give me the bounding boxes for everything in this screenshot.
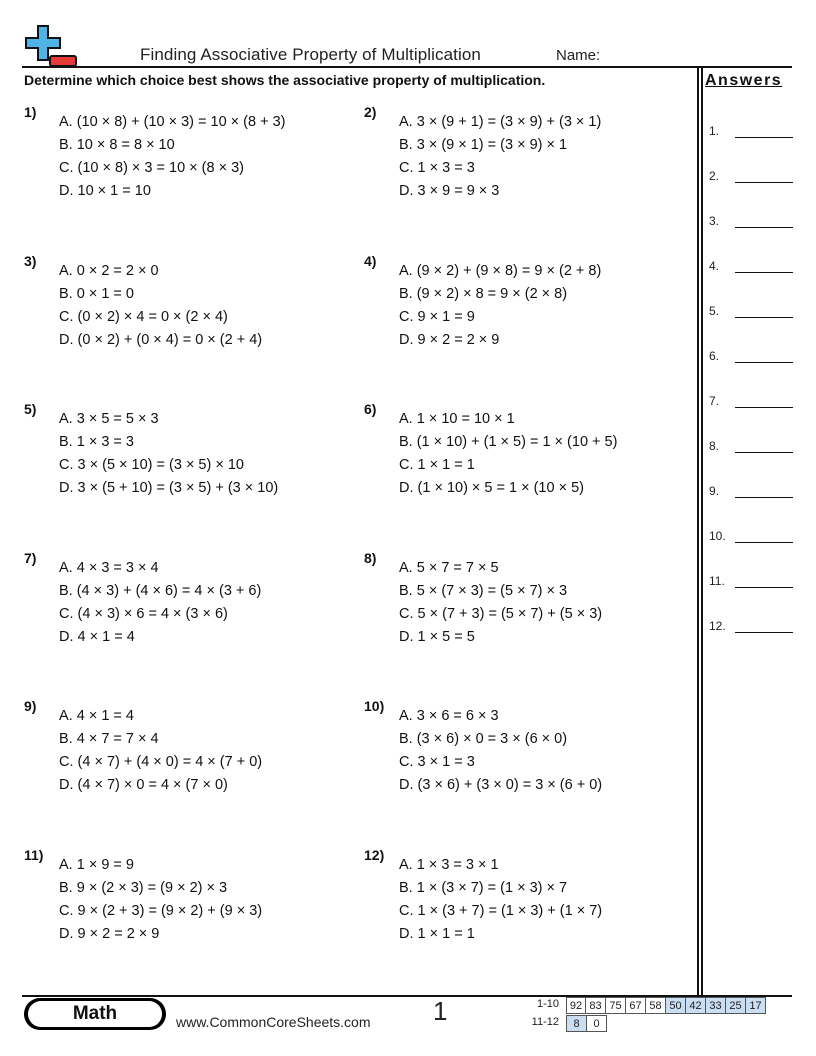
answer-choice: B. 9 × (2 × 3) = (9 × 2) × 3 (59, 879, 228, 896)
choice-list (59, 705, 262, 797)
score-row (567, 998, 766, 1014)
problem-number: 2) (364, 104, 377, 120)
answer-row (709, 484, 793, 500)
page-title: Finding Associative Property of Multiplication (140, 45, 481, 64)
answer-blank[interactable] (735, 182, 793, 183)
answer-number: 6. (709, 349, 720, 363)
subject-badge (24, 998, 166, 1030)
problem-number: 3) (24, 252, 37, 269)
choice-list (59, 260, 262, 352)
answer-choice: D. (0 × 2) + (0 × 4) = 0 × (2 + 4) (59, 331, 263, 348)
problem-number: 12) (364, 846, 385, 863)
answer-number: 4. (709, 259, 720, 273)
answer-row (709, 124, 793, 140)
score-row (567, 1016, 607, 1032)
answer-choice: C. 3 × 1 = 3 (399, 754, 475, 770)
score-cell: 50 (666, 998, 686, 1014)
answer-number: 9. (709, 484, 720, 498)
score-cell: 0 (587, 1016, 607, 1032)
answer-row (709, 349, 793, 365)
answer-choice: C. 3 × (5 × 10) = (3 × 5) × 10 (59, 457, 244, 473)
problem-number: 7) (24, 549, 37, 566)
score-range-label: 1-10 (536, 998, 559, 1010)
answer-choice: D. 9 × 2 = 2 × 9 (59, 925, 160, 942)
answer-number: 8. (709, 439, 720, 453)
answer-choice: C. 9 × 1 = 9 (399, 308, 475, 325)
answer-row (709, 214, 793, 230)
answer-choice: D. 3 × 9 = 9 × 3 (399, 183, 500, 199)
score-table (566, 1015, 607, 1032)
problem-number: 8) (364, 549, 377, 566)
website-link: www.CommonCoreSheets.com (176, 1014, 371, 1030)
answer-choice: B. (4 × 3) + (4 × 6) = 4 × (3 + 6) (59, 582, 262, 599)
answer-choice: C. (0 × 2) × 4 = 0 × (2 × 4) (59, 308, 228, 325)
score-cell: 25 (726, 998, 746, 1014)
answer-number: 11. (709, 574, 725, 588)
answer-blank[interactable] (735, 587, 793, 588)
answer-blank[interactable] (735, 407, 793, 408)
choice-list (399, 705, 602, 797)
score-cell: 17 (746, 998, 766, 1014)
answer-choice: A. 4 × 3 = 3 × 4 (59, 559, 159, 576)
answer-blank[interactable] (735, 272, 793, 273)
answer-choice: D. (3 × 6) + (3 × 0) = 3 × (6 + 0) (399, 777, 603, 793)
answer-number: 5. (709, 304, 720, 318)
answer-choice: D. 1 × 1 = 1 (399, 925, 475, 942)
answer-choice: D. (1 × 10) × 5 = 1 × (10 × 5) (399, 480, 584, 496)
answer-blank[interactable] (735, 137, 793, 138)
name-label: Name: (556, 47, 601, 64)
problem-number: 10) (364, 698, 385, 714)
choice-list (399, 408, 617, 500)
answer-choice: B. (3 × 6) × 0 = 3 × (6 × 0) (399, 731, 568, 747)
answer-choice: B. 1 × (3 × 7) = (1 × 3) × 7 (399, 879, 568, 896)
problem-number: 11) (24, 846, 44, 863)
problem-number: 6) (364, 401, 377, 417)
answer-choice: B. 10 × 8 = 8 × 10 (59, 137, 175, 153)
answer-row (709, 169, 793, 185)
answer-choice: B. 4 × 7 = 7 × 4 (59, 731, 159, 747)
answer-choice: A. 3 × 5 = 5 × 3 (59, 411, 159, 427)
answer-choice: D. 10 × 1 = 10 (59, 183, 151, 199)
answer-choice: C. (10 × 8) × 3 = 10 × (8 × 3) (59, 160, 244, 176)
answer-blank[interactable] (735, 497, 793, 498)
answer-choice: B. 0 × 1 = 0 (59, 285, 134, 302)
answer-choice: D. (4 × 7) × 0 = 4 × (7 × 0) (59, 777, 228, 793)
answer-row (709, 574, 793, 590)
answer-number: 2. (709, 169, 720, 183)
choice-list (59, 408, 278, 500)
answer-number: 7. (709, 394, 720, 408)
score-cell: 58 (646, 998, 666, 1014)
answer-choice: A. 3 × (9 + 1) = (3 × 9) + (3 × 1) (399, 114, 602, 130)
answer-choice: D. 3 × (5 + 10) = (3 × 5) + (3 × 10) (59, 480, 279, 496)
score-cell: 67 (626, 998, 646, 1014)
answer-row (709, 259, 793, 275)
answer-blank[interactable] (735, 542, 793, 543)
answer-blank[interactable] (735, 227, 793, 228)
answer-row (709, 619, 793, 635)
problem-number: 5) (24, 401, 37, 417)
score-cell: 8 (567, 1016, 587, 1032)
choice-list (59, 854, 262, 946)
answer-blank[interactable] (735, 317, 793, 318)
problem-number: 1) (24, 104, 37, 120)
answer-choice: D. 4 × 1 = 4 (59, 628, 135, 645)
score-range-label: 11-12 (531, 1016, 559, 1028)
answer-choice: C. 1 × 3 = 3 (399, 160, 475, 176)
answer-number: 10. (709, 529, 726, 543)
answer-row (709, 529, 793, 545)
answer-number: 12. (709, 619, 726, 633)
answer-column-divider (701, 66, 703, 996)
choice-list (399, 854, 602, 946)
choice-list (59, 111, 286, 203)
subject-label: Math (28, 1001, 162, 1027)
answer-choice: C. 5 × (7 + 3) = (5 × 7) + (5 × 3) (399, 605, 603, 622)
answer-row (709, 304, 793, 320)
answer-number: 1. (709, 124, 720, 138)
problem-number: 9) (24, 698, 37, 714)
score-cell: 33 (706, 998, 726, 1014)
answer-choice: A. (10 × 8) + (10 × 3) = 10 × (8 + 3) (59, 114, 286, 130)
answer-choice: A. 1 × 3 = 3 × 1 (399, 856, 499, 873)
answer-choice: A. 3 × 6 = 6 × 3 (399, 708, 499, 724)
answer-choice: B. 3 × (9 × 1) = (3 × 9) × 1 (399, 137, 568, 153)
answer-blank[interactable] (735, 632, 793, 633)
answers-title: Answers (705, 72, 783, 89)
answer-column-divider (697, 66, 699, 996)
score-cell: 75 (606, 998, 626, 1014)
answer-choice: B. (1 × 10) + (1 × 5) = 1 × (10 + 5) (399, 434, 618, 450)
logo-icon (24, 24, 80, 68)
answer-choice: A. 0 × 2 = 2 × 0 (59, 262, 159, 279)
answer-choice: A. 1 × 10 = 10 × 1 (399, 411, 515, 427)
choice-list (399, 260, 601, 352)
answer-choice: C. (4 × 3) × 6 = 4 × (3 × 6) (59, 605, 228, 622)
answer-choice: B. 5 × (7 × 3) = (5 × 7) × 3 (399, 582, 568, 599)
answer-choice: C. 1 × 1 = 1 (399, 457, 475, 473)
score-table (566, 997, 766, 1014)
answer-choice: B. 1 × 3 = 3 (59, 434, 134, 450)
answer-choice: A. 5 × 7 = 7 × 5 (399, 559, 499, 576)
answer-number: 3. (709, 214, 720, 228)
score-cell: 92 (567, 998, 586, 1014)
answer-choice: A. (9 × 2) + (9 × 8) = 9 × (2 + 8) (399, 262, 602, 279)
instructions: Determine which choice best shows the associative property of multiplication. (24, 72, 546, 88)
answer-row (709, 439, 793, 455)
answer-choice: C. (4 × 7) + (4 × 0) = 4 × (7 + 0) (59, 754, 263, 770)
score-cell: 83 (586, 998, 606, 1014)
problem-number: 4) (364, 252, 377, 269)
answer-blank[interactable] (735, 452, 793, 453)
answer-choice: D. 1 × 5 = 5 (399, 628, 475, 645)
choice-list (399, 111, 601, 203)
header-divider (22, 66, 792, 68)
answer-blank[interactable] (735, 362, 793, 363)
answer-choice: C. 9 × (2 + 3) = (9 × 2) + (9 × 3) (59, 902, 263, 919)
answer-choice: C. 1 × (3 + 7) = (1 × 3) + (1 × 7) (399, 902, 603, 919)
answer-choice: B. (9 × 2) × 8 = 9 × (2 × 8) (399, 285, 568, 302)
choice-list (59, 557, 261, 649)
score-cell: 42 (686, 998, 706, 1014)
answer-choice: A. 1 × 9 = 9 (59, 856, 134, 873)
choice-list (399, 557, 602, 649)
answer-choice: D. 9 × 2 = 2 × 9 (399, 331, 500, 348)
answer-choice: A. 4 × 1 = 4 (59, 708, 134, 724)
page-number: 1 (433, 996, 448, 1026)
answer-row (709, 394, 793, 410)
